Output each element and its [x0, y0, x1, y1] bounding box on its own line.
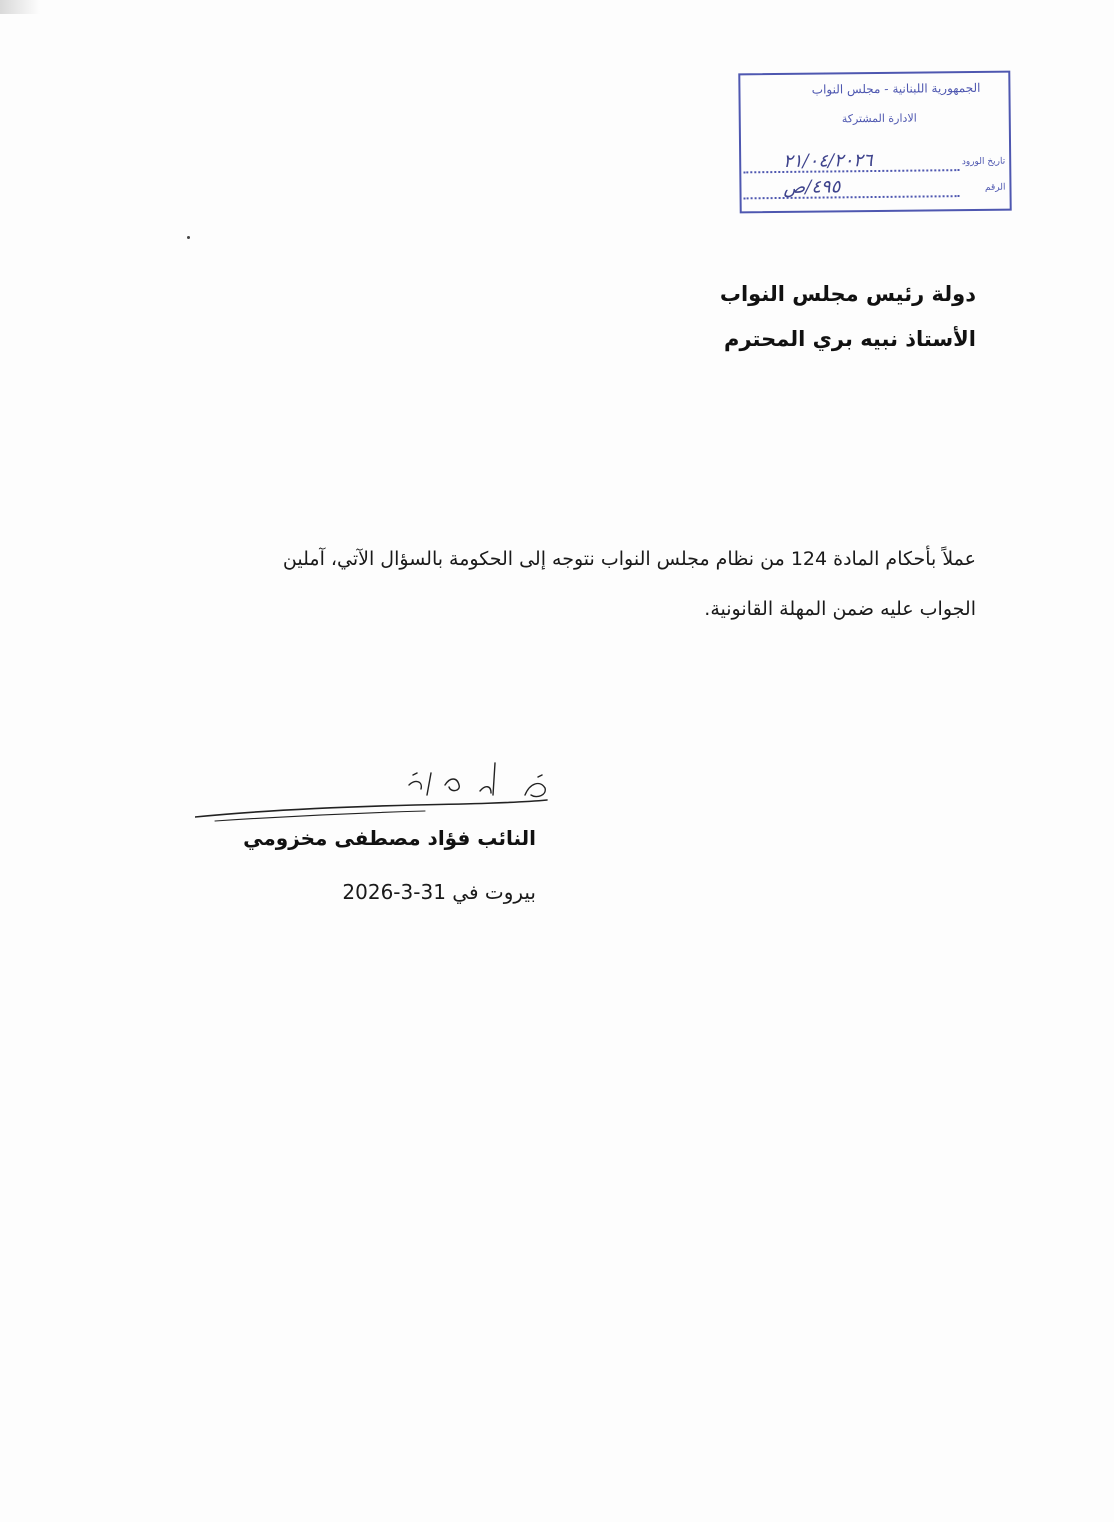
addressee-title: دولة رئيس مجلس النواب: [719, 282, 976, 306]
stamp-date-label: تاريخ الورود: [961, 156, 1006, 168]
place-date: بيروت في 31-3-2026: [342, 880, 536, 904]
body-line-2: الجواب عليه ضمن المهلة القانونية.: [704, 598, 976, 620]
registration-stamp: [738, 71, 1011, 214]
handwritten-signature: [195, 755, 555, 830]
stamp-number-dots: [744, 195, 960, 199]
stamp-date-row: [743, 150, 1006, 178]
addressee-name: الأستاذ نبيه بري المحترم: [724, 327, 976, 351]
stamp-number-value: ٤٩٥/ص: [783, 176, 841, 198]
addressee-block: [720, 272, 976, 362]
stamp-header: الجمهورية اللبنانية - مجلس النواب: [811, 80, 981, 97]
letter-body: [196, 534, 976, 634]
stamp-number-label: الرقم: [984, 182, 1006, 193]
stamp-number-row: [743, 176, 1006, 204]
ink-dot: [187, 236, 190, 239]
stamp-department: الادارة المشتركة: [841, 111, 917, 126]
scan-corner-shadow: [0, 0, 40, 14]
stamp-date-value: ٢١/٠٤/٢٠٢٦: [783, 150, 873, 172]
signer-name: النائب فؤاد مصطفى مخزومي: [243, 826, 536, 850]
body-line-1: عملاً بأحكام المادة 124 من نظام مجلس النواب نتوجه إلى الحكومة بالسؤال الآتي، آملين: [282, 548, 976, 570]
